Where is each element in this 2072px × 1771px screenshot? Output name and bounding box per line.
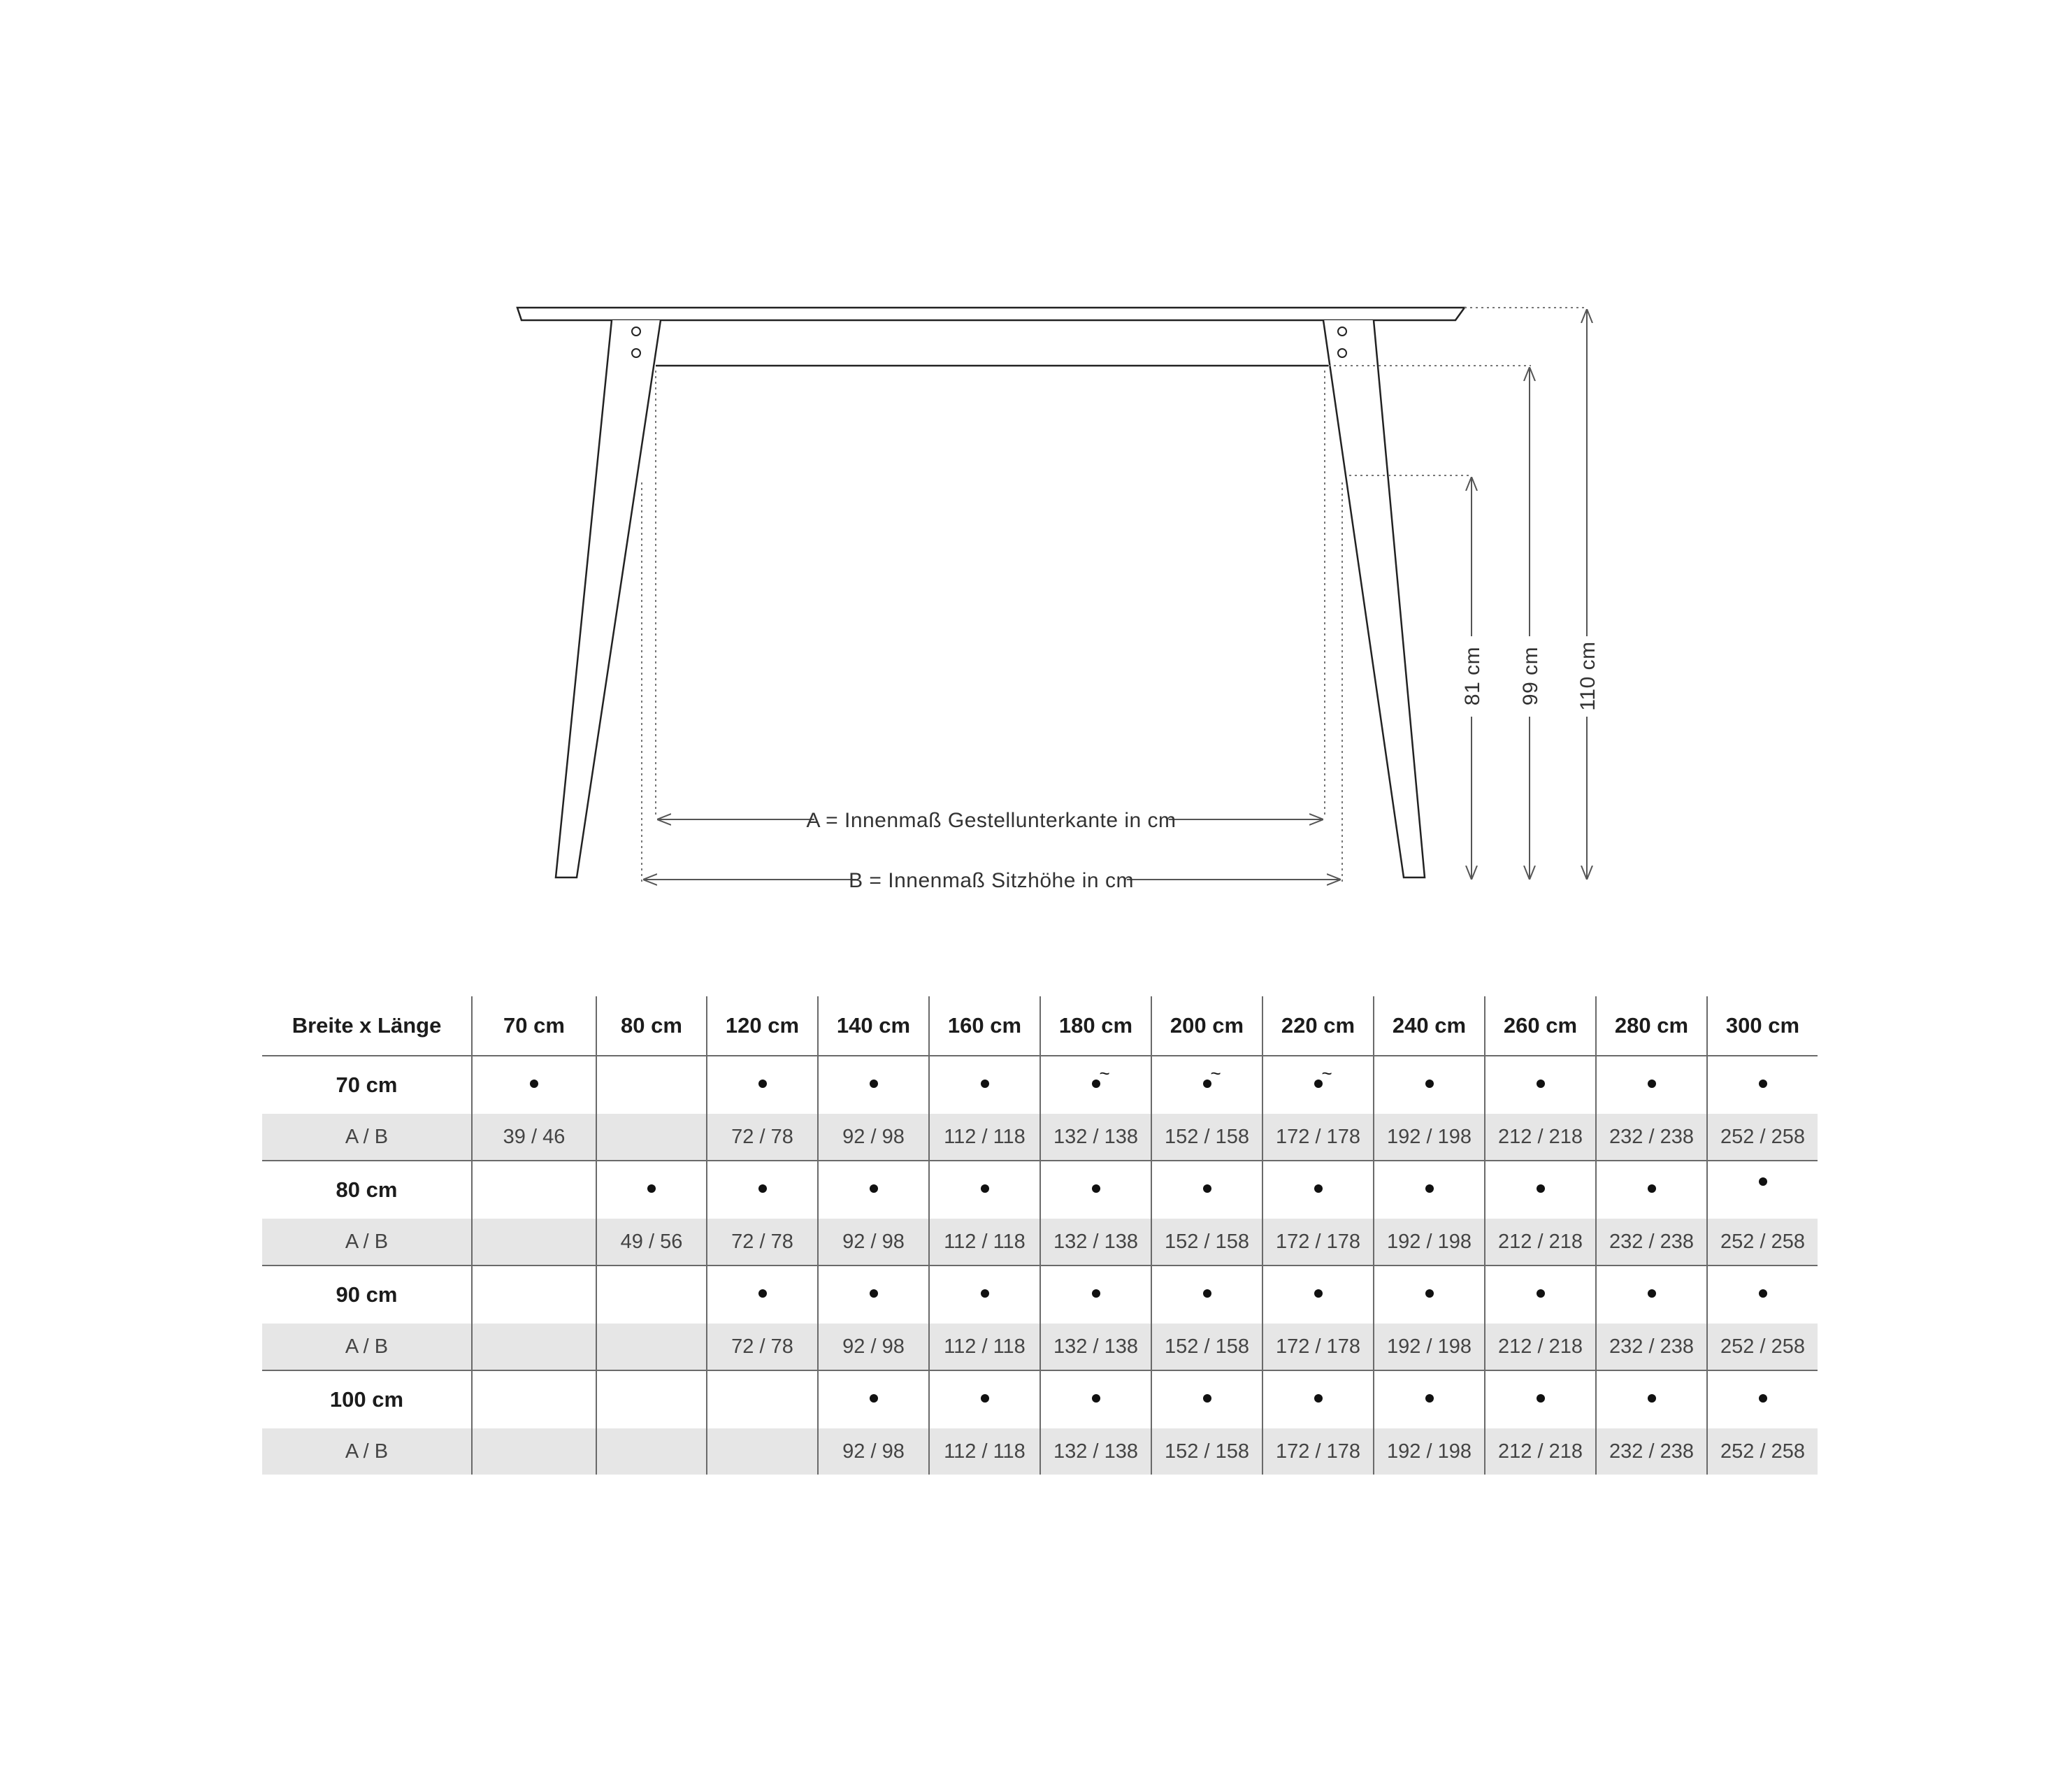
ab-value: 39 / 46 [472,1114,596,1161]
right-leg [1323,320,1425,877]
availability-cell [929,1370,1040,1428]
availability-cell [472,1370,596,1428]
available-dot-icon [1425,1394,1434,1403]
available-dot-icon [1759,1177,1767,1186]
available-dot-icon [1759,1080,1767,1088]
available-dot-icon [981,1080,989,1088]
ab-value: 112 / 118 [929,1219,1040,1265]
ab-value: 132 / 138 [1040,1324,1151,1370]
availability-cell [707,1370,818,1428]
available-dot-icon [870,1184,878,1193]
availability-cell [1262,1370,1374,1428]
available-dot-icon [1425,1080,1434,1088]
availability-cell [1262,1265,1374,1324]
available-dot-icon [1759,1394,1767,1403]
ab-value: 152 / 158 [1151,1324,1262,1370]
available-dot-icon [1203,1063,1221,1088]
availability-cell [1596,1370,1707,1428]
availability-cell [596,1056,707,1114]
ab-value: 112 / 118 [929,1428,1040,1475]
table-row-ab [262,1114,1818,1161]
row-width-label: 70 cm [262,1056,472,1114]
column-header: 240 cm [1374,996,1485,1056]
table-row-ab [262,1428,1818,1475]
availability-cell [1151,1265,1262,1324]
available-dot-icon [530,1080,538,1088]
availability-cell [1485,1265,1596,1324]
availability-cell [596,1370,707,1428]
ab-label: A / B [262,1428,472,1475]
ab-value: 172 / 178 [1262,1324,1374,1370]
available-dot-icon [1092,1063,1110,1088]
ab-value [596,1428,707,1475]
ab-value: 112 / 118 [929,1324,1040,1370]
ab-value: 232 / 238 [1596,1324,1707,1370]
ab-value: 172 / 178 [1262,1219,1374,1265]
availability-cell [1262,1161,1374,1219]
ab-value: 232 / 238 [1596,1114,1707,1161]
extension-lines [642,308,1587,882]
availability-cell [1374,1161,1485,1219]
availability-cell [1374,1370,1485,1428]
table-row-ab [262,1219,1818,1265]
available-dot-icon [981,1394,989,1403]
ab-value: 92 / 98 [818,1324,929,1370]
ab-value: 172 / 178 [1262,1114,1374,1161]
availability-cell [1707,1056,1818,1114]
ab-value: 252 / 258 [1707,1114,1818,1161]
availability-cell [1040,1161,1151,1219]
ab-value [596,1114,707,1161]
availability-cell [1596,1161,1707,1219]
ab-value: 72 / 78 [707,1219,818,1265]
available-dot-icon [1314,1063,1332,1088]
available-dot-icon [647,1184,656,1193]
availability-cell [1374,1056,1485,1114]
available-dot-icon [1203,1394,1211,1403]
ab-value: 49 / 56 [596,1219,707,1265]
availability-cell [1151,1370,1262,1428]
availability-cell [818,1056,929,1114]
available-dot-icon [1092,1289,1100,1298]
availability-cell [1262,1056,1374,1114]
availability-cell [1151,1161,1262,1219]
availability-cell [929,1056,1040,1114]
column-header: 160 cm [929,996,1040,1056]
ab-value: 232 / 238 [1596,1428,1707,1475]
available-dot-icon [1203,1289,1211,1298]
availability-cell [707,1265,818,1324]
ab-value: 192 / 198 [1374,1324,1485,1370]
ab-value [472,1219,596,1265]
column-header: 220 cm [1262,996,1374,1056]
available-dot-icon [981,1184,989,1193]
available-dot-icon [1537,1080,1545,1088]
table-row-width [262,1056,1818,1114]
availability-cell [1374,1265,1485,1324]
availability-cell [1485,1370,1596,1428]
ab-value: 252 / 258 [1707,1428,1818,1475]
tilde-icon: ~ [1210,1063,1221,1084]
ab-label: A / B [262,1324,472,1370]
tabletop [517,308,1465,320]
available-dot-icon [1092,1184,1100,1193]
availability-cell [1707,1370,1818,1428]
ab-value: 132 / 138 [1040,1114,1151,1161]
availability-cell [1596,1265,1707,1324]
availability-cell [596,1161,707,1219]
ab-value: 152 / 158 [1151,1428,1262,1475]
availability-cell [707,1056,818,1114]
availability-cell [818,1161,929,1219]
availability-cell [929,1265,1040,1324]
ab-value: 212 / 218 [1485,1219,1596,1265]
availability-cell [929,1161,1040,1219]
available-dot-icon [1092,1394,1100,1403]
dimension-99-label: 99 cm [1519,646,1542,706]
ab-value: 212 / 218 [1485,1114,1596,1161]
available-dot-icon [1314,1289,1323,1298]
availability-cell [707,1161,818,1219]
column-header: 280 cm [1596,996,1707,1056]
ab-value: 72 / 78 [707,1324,818,1370]
ab-value: 252 / 258 [1707,1219,1818,1265]
table-row-width [262,1265,1818,1324]
availability-cell [472,1265,596,1324]
available-dot-icon [1314,1394,1323,1403]
available-dot-icon [870,1289,878,1298]
available-dot-icon [1425,1184,1434,1193]
tilde-icon: ~ [1099,1063,1110,1084]
available-dot-icon [1203,1184,1211,1193]
available-dot-icon [758,1080,767,1088]
ab-value: 192 / 198 [1374,1428,1485,1475]
available-dot-icon [1648,1184,1656,1193]
tilde-icon: ~ [1321,1063,1332,1084]
availability-cell [472,1056,596,1114]
availability-cell [1040,1370,1151,1428]
row-width-label: 90 cm [262,1265,472,1324]
ab-value: 92 / 98 [818,1114,929,1161]
column-header: 120 cm [707,996,818,1056]
ab-value: 212 / 218 [1485,1324,1596,1370]
available-dot-icon [1537,1394,1545,1403]
available-dot-icon [1425,1289,1434,1298]
available-dot-icon [1648,1394,1656,1403]
availability-cell [1596,1056,1707,1114]
ab-value: 232 / 238 [1596,1219,1707,1265]
ab-value [596,1324,707,1370]
ab-value [472,1324,596,1370]
available-dot-icon [1648,1080,1656,1088]
ab-value: 192 / 198 [1374,1114,1485,1161]
availability-cell [1040,1265,1151,1324]
availability-cell [472,1161,596,1219]
column-header: 80 cm [596,996,707,1056]
table-row-width [262,1161,1818,1219]
available-dot-icon [1537,1184,1545,1193]
available-dot-icon [981,1289,989,1298]
corner-header: Breite x Länge [262,996,472,1056]
table-row-ab [262,1324,1818,1370]
ab-value: 92 / 98 [818,1428,929,1475]
availability-cell [1707,1161,1818,1219]
availability-cell [596,1265,707,1324]
dimension-b-label: B = Innenmaß Sitzhöhe in cm [849,869,1134,892]
ab-label: A / B [262,1114,472,1161]
column-header: 300 cm [1707,996,1818,1056]
dimension-a-label: A = Innenmaß Gestellunterkante in cm [806,809,1177,832]
availability-cell [1040,1056,1151,1114]
column-header: 140 cm [818,996,929,1056]
ab-value [472,1428,596,1475]
row-width-label: 100 cm [262,1370,472,1428]
dimension-81-label: 81 cm [1461,646,1484,706]
table-row-width [262,1370,1818,1428]
ab-value: 252 / 258 [1707,1324,1818,1370]
ab-label: A / B [262,1219,472,1265]
available-dot-icon [870,1394,878,1403]
available-dot-icon [1537,1289,1545,1298]
column-header: 180 cm [1040,996,1151,1056]
table-header-row [262,996,1818,1056]
availability-cell [1485,1056,1596,1114]
availability-cell [818,1370,929,1428]
column-header: 260 cm [1485,996,1596,1056]
ab-value: 212 / 218 [1485,1428,1596,1475]
ab-value: 92 / 98 [818,1219,929,1265]
dimension-110-label: 110 cm [1576,641,1599,711]
ab-value: 152 / 158 [1151,1219,1262,1265]
available-dot-icon [870,1080,878,1088]
availability-cell [1151,1056,1262,1114]
availability-cell [818,1265,929,1324]
ab-value: 112 / 118 [929,1114,1040,1161]
ab-value: 132 / 138 [1040,1428,1151,1475]
available-dot-icon [1314,1184,1323,1193]
ab-value: 192 / 198 [1374,1219,1485,1265]
left-leg [556,320,661,877]
available-dot-icon [758,1184,767,1193]
availability-cell [1707,1265,1818,1324]
size-table [262,996,1818,1475]
availability-cell [1485,1161,1596,1219]
ab-value [707,1428,818,1475]
column-header: 200 cm [1151,996,1262,1056]
available-dot-icon [1759,1289,1767,1298]
available-dot-icon [1648,1289,1656,1298]
ab-value: 152 / 158 [1151,1114,1262,1161]
ab-value: 132 / 138 [1040,1219,1151,1265]
row-width-label: 80 cm [262,1161,472,1219]
ab-value: 72 / 78 [707,1114,818,1161]
ab-value: 172 / 178 [1262,1428,1374,1475]
available-dot-icon [758,1289,767,1298]
column-header: 70 cm [472,996,596,1056]
